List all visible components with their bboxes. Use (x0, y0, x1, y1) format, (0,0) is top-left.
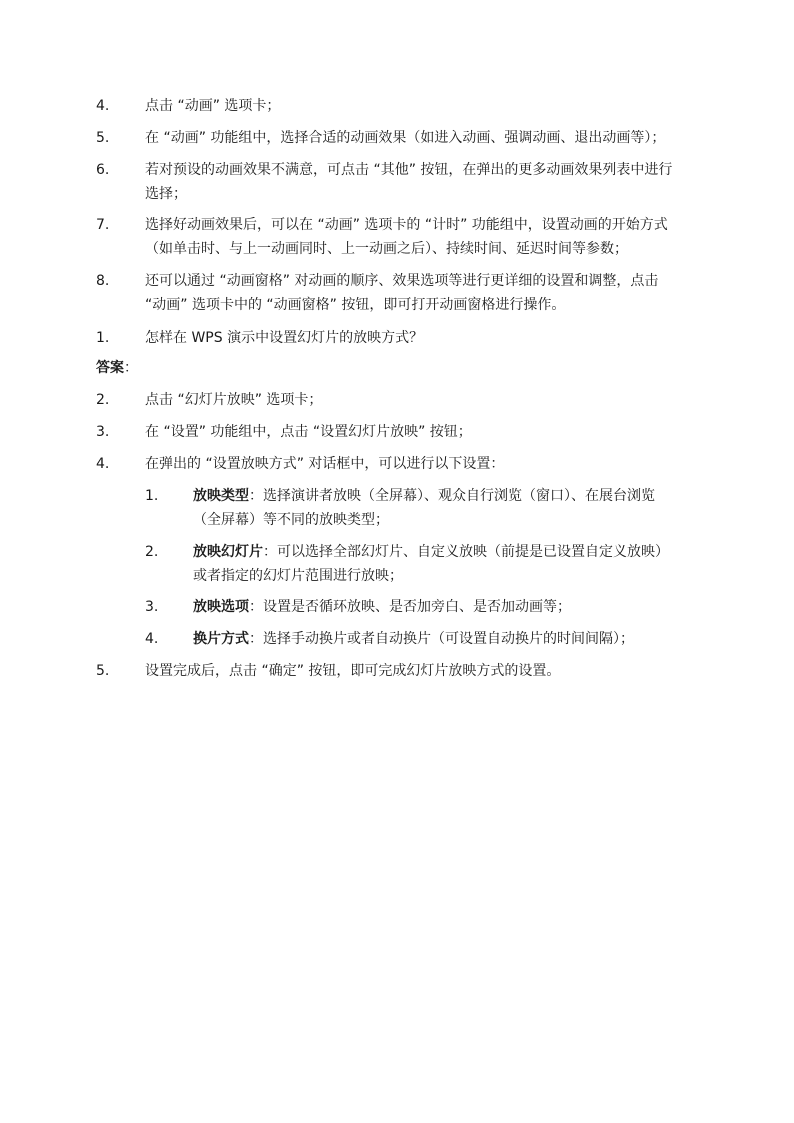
list-number: 8. (96, 273, 110, 289)
list-item-text: 点击 “幻灯片放映” 选项卡； (145, 392, 323, 408)
sub-list-item-text (193, 596, 571, 618)
list-number: 7. (96, 217, 110, 233)
sub-item-desc: ：可以选择全部幻灯片、自定义放映（前提是已设置自定义放映） (263, 544, 669, 560)
answer-colon: ： (124, 360, 138, 376)
answer-heading (96, 357, 138, 379)
sub-list-item-text-cont: （全屏幕）等不同的放映类型； (193, 512, 389, 528)
list-item-text: 在弹出的 “设置放映方式” 对话框中，可以进行以下设置： (145, 456, 505, 472)
list-item-text: 还可以通过 “动画窗格” 对动画的顺序、效果选项等进行更详细的设置和调整，点击 (145, 273, 659, 289)
list-number: 5. (96, 130, 110, 146)
list-item-text: 在 “设置” 功能组中，点击 “设置幻灯片放映” 按钮； (145, 424, 472, 440)
question-number: 1. (96, 330, 110, 346)
sub-list-item-text-cont: 或者指定的幻灯片范围进行放映； (193, 568, 403, 584)
list-number: 6. (96, 162, 110, 178)
sub-item-desc: ：选择演讲者放映（全屏幕）、观众自行浏览（窗口）、在展台浏览 (249, 488, 655, 504)
sub-item-desc: ：设置是否循环放映、是否加旁白、是否加动画等； (249, 599, 571, 615)
sub-list-number: 4. (145, 631, 159, 647)
sub-item-term: 放映类型 (193, 488, 249, 504)
list-item-text: 若对预设的动画效果不满意，可点击 “其他” 按钮，在弹出的更多动画效果列表中进行 (145, 162, 673, 178)
sub-list-number: 3. (145, 599, 159, 615)
list-item-text: 设置完成后，点击 “确定” 按钮，即可完成幻灯片放映方式的设置。 (145, 663, 561, 679)
list-number: 5. (96, 663, 110, 679)
list-item-text-cont: （如单击时、与上一动画同时、上一动画之后）、持续时间、延迟时间等参数； (145, 241, 628, 257)
list-number: 3. (96, 424, 110, 440)
list-item-text: 选择好动画效果后，可以在 “动画” 选项卡的 “计时” 功能组中，设置动画的开始方式 (145, 217, 668, 233)
list-number: 2. (96, 392, 110, 408)
sub-list-number: 1. (145, 488, 159, 504)
list-item-text: 点击 “动画” 选项卡； (145, 98, 281, 114)
sub-item-term: 放映选项 (193, 599, 249, 615)
sub-list-item-text (193, 628, 634, 650)
sub-item-desc: ：选择手动换片或者自动换片（可设置自动换片的时间间隔）； (249, 631, 634, 647)
sub-item-term: 放映幻灯片 (193, 544, 263, 560)
list-number: 4. (96, 98, 110, 114)
list-item-text: 在 “动画” 功能组中，选择合适的动画效果（如进入动画、强调动画、退出动画等）； (145, 130, 666, 146)
sub-list-item-text (193, 485, 655, 507)
list-item-text-cont: “动画” 选项卡中的 “动画窗格” 按钮，即可打开动画窗格进行操作。 (145, 297, 566, 313)
sub-item-term: 换片方式 (193, 631, 249, 647)
list-number: 4. (96, 456, 110, 472)
question-text: 怎样在 WPS 演示中设置幻灯片的放映方式？ (145, 330, 424, 346)
sub-list-number: 2. (145, 544, 159, 560)
answer-label: 答案 (96, 360, 124, 376)
sub-list-item-text (193, 541, 669, 563)
list-item-text-cont: 选择； (145, 186, 187, 202)
